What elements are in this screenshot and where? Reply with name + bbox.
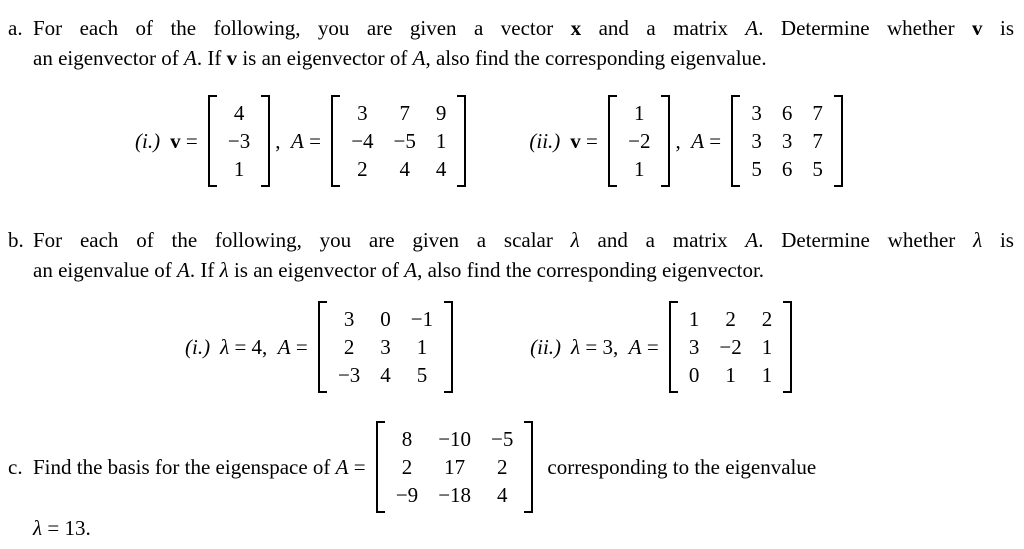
text-segment: = bbox=[641, 334, 664, 359]
matrix-cell: 3 bbox=[781, 129, 793, 153]
problem-b-i-label: (i.) bbox=[185, 334, 211, 359]
problem-a-ii-lhs bbox=[570, 129, 603, 154]
matrix-cell: 4 bbox=[233, 101, 245, 125]
matrix-cell: 9 bbox=[435, 101, 447, 125]
matrix-cell: 3 bbox=[751, 129, 762, 153]
text-segment: = bbox=[348, 454, 371, 479]
problem-b-ii-matrix bbox=[669, 301, 792, 393]
text-segment: and a matrix bbox=[581, 16, 746, 40]
matrix-cell: 7 bbox=[812, 129, 823, 153]
left-bracket bbox=[608, 95, 617, 187]
matrix-grid bbox=[385, 421, 525, 513]
text-segment: x bbox=[570, 16, 582, 40]
text-segment: , also find the corresponding eigenvalue. bbox=[425, 46, 767, 70]
text-segment: . Determine whether bbox=[758, 228, 974, 252]
matrix-cell: 3 bbox=[380, 335, 391, 359]
problem-a-i-matrix bbox=[331, 95, 466, 187]
text-segment: A bbox=[177, 258, 190, 282]
item-b-label: b. bbox=[8, 228, 24, 252]
text-segment: A bbox=[404, 258, 418, 282]
matrix-cell: 2 bbox=[761, 307, 773, 331]
matrix-cell: 4 bbox=[399, 157, 410, 181]
text-segment: A bbox=[691, 128, 705, 153]
matrix-cell: −3 bbox=[227, 129, 251, 153]
text-segment: A bbox=[412, 46, 426, 70]
text-segment: Find the basis for the eigenspace of bbox=[33, 454, 336, 479]
matrix-cell: −2 bbox=[628, 129, 651, 153]
matrix-cell: 17 bbox=[444, 455, 466, 479]
item-b-problems-row bbox=[0, 301, 1024, 393]
text-segment: = bbox=[290, 334, 313, 359]
matrix-cell: 3 bbox=[688, 335, 700, 359]
text-segment: = 4, bbox=[229, 334, 278, 359]
text-segment: . Determine whether bbox=[758, 16, 973, 40]
matrix-grid bbox=[217, 95, 261, 187]
problem-b-ii-lhs bbox=[571, 335, 664, 360]
matrix-cell: 8 bbox=[401, 427, 413, 451]
matrix-cell: 1 bbox=[761, 363, 773, 387]
item-b-text bbox=[33, 225, 1014, 285]
matrix-grid bbox=[327, 301, 444, 393]
left-bracket bbox=[318, 301, 327, 393]
text-segment: is bbox=[982, 16, 1014, 40]
problem-b-ii bbox=[530, 301, 797, 393]
problem-b-i-lhs bbox=[220, 335, 313, 360]
item-a-problems-row bbox=[0, 95, 1024, 187]
matrix-cell: 3 bbox=[343, 307, 355, 331]
matrix-grid bbox=[340, 95, 457, 187]
left-bracket bbox=[376, 421, 385, 513]
text-segment: v bbox=[226, 46, 238, 70]
problem-a-ii-mid bbox=[675, 129, 726, 154]
text-segment: = 13. bbox=[42, 516, 91, 540]
text-segment: = bbox=[303, 128, 327, 153]
matrix-cell: 5 bbox=[751, 157, 762, 181]
matrix-cell: 2 bbox=[343, 335, 355, 359]
matrix-cell: 4 bbox=[496, 483, 508, 507]
item-a-paragraph bbox=[0, 13, 1024, 73]
matrix-cell: −9 bbox=[395, 483, 419, 507]
matrix-cell: 0 bbox=[380, 307, 391, 331]
matrix-grid bbox=[740, 95, 834, 187]
right-bracket bbox=[457, 95, 466, 187]
item-a-line-1 bbox=[33, 13, 1014, 43]
matrix-cell: −5 bbox=[491, 427, 514, 451]
text-segment: , also find the corresponding eigenvector. bbox=[417, 258, 765, 282]
matrix-cell: −2 bbox=[719, 335, 742, 359]
right-bracket bbox=[261, 95, 270, 187]
matrix-cell: −3 bbox=[337, 363, 361, 387]
text-segment: an eigenvalue of bbox=[33, 258, 178, 282]
left-bracket bbox=[731, 95, 740, 187]
matrix-cell: 1 bbox=[435, 129, 447, 153]
matrix-grid bbox=[617, 95, 661, 187]
text-segment: is bbox=[982, 228, 1014, 252]
matrix-cell: 7 bbox=[399, 101, 410, 125]
problem-a-ii-vector bbox=[608, 95, 670, 187]
text-segment: A bbox=[277, 334, 291, 359]
right-bracket bbox=[834, 95, 843, 187]
text-segment: = bbox=[580, 128, 604, 153]
matrix-cell: 4 bbox=[380, 363, 391, 387]
matrix-cell: −10 bbox=[438, 427, 472, 451]
matrix-cell: 1 bbox=[688, 307, 700, 331]
matrix-cell: 1 bbox=[233, 157, 245, 181]
matrix-cell: −4 bbox=[351, 129, 374, 153]
item-b-line-2 bbox=[33, 255, 1014, 285]
item-c-matrix bbox=[376, 421, 534, 513]
text-segment: v bbox=[972, 16, 983, 40]
problem-a-i bbox=[135, 95, 471, 187]
text-segment: A bbox=[335, 454, 349, 479]
problem-a-i-lhs bbox=[170, 129, 203, 154]
text-segment: A bbox=[628, 334, 642, 359]
matrix-cell: 1 bbox=[725, 363, 736, 387]
left-bracket bbox=[331, 95, 340, 187]
text-segment: is an eigenvector of bbox=[228, 258, 405, 282]
matrix-cell: 3 bbox=[357, 101, 368, 125]
matrix-cell: 1 bbox=[761, 335, 773, 359]
text-segment: For each of the following, you are given a scalar bbox=[33, 228, 571, 252]
text-segment: v bbox=[570, 128, 581, 153]
matrix-cell: 4 bbox=[435, 157, 447, 181]
item-b-paragraph bbox=[0, 225, 1024, 285]
text-segment: A bbox=[745, 16, 759, 40]
text-segment: A bbox=[184, 46, 197, 70]
text-segment: corresponding to the eigenvalue bbox=[547, 454, 817, 479]
text-segment: λ bbox=[571, 334, 581, 359]
matrix-cell: 6 bbox=[781, 157, 793, 181]
matrix-grid bbox=[678, 301, 783, 393]
matrix-cell: 5 bbox=[416, 363, 428, 387]
matrix-cell: −5 bbox=[393, 129, 416, 153]
text-segment: λ bbox=[219, 258, 229, 282]
matrix-cell: −18 bbox=[438, 483, 472, 507]
text-segment: λ bbox=[220, 334, 230, 359]
problem-a-ii-matrix bbox=[731, 95, 843, 187]
right-bracket bbox=[524, 421, 533, 513]
problem-a-i-mid bbox=[275, 129, 326, 154]
item-b-line-1 bbox=[33, 225, 1014, 255]
text-segment: λ bbox=[570, 228, 580, 252]
problem-a-i-vector bbox=[208, 95, 270, 187]
text-segment: = bbox=[704, 128, 727, 153]
matrix-cell: 1 bbox=[416, 335, 428, 359]
problem-a-i-label: (i.) bbox=[135, 128, 161, 153]
item-c-label: c. bbox=[8, 455, 23, 479]
text-segment: . If bbox=[196, 46, 227, 70]
item-c-row bbox=[0, 421, 1024, 513]
text-segment: , bbox=[275, 128, 292, 153]
matrix-cell: 0 bbox=[688, 363, 700, 387]
item-a-text bbox=[33, 13, 1014, 73]
matrix-cell: 1 bbox=[634, 157, 645, 181]
right-bracket bbox=[783, 301, 792, 393]
left-bracket bbox=[669, 301, 678, 393]
text-segment: A bbox=[745, 228, 759, 252]
right-bracket bbox=[661, 95, 670, 187]
matrix-cell: 2 bbox=[496, 455, 508, 479]
text-segment: For each of the following, you are given a vector bbox=[33, 16, 571, 40]
problem-a-ii-label: (ii.) bbox=[529, 128, 561, 153]
item-c-lambda-line bbox=[0, 514, 1024, 542]
matrix-cell: 1 bbox=[634, 101, 645, 125]
text-segment: . If bbox=[189, 258, 220, 282]
text-segment: and a matrix bbox=[579, 228, 746, 252]
text-segment: = bbox=[180, 128, 203, 153]
problem-a-ii bbox=[529, 95, 848, 187]
item-c-lead-text bbox=[33, 455, 371, 480]
matrix-cell: 3 bbox=[751, 101, 762, 125]
matrix-cell: 2 bbox=[357, 157, 368, 181]
problem-b-ii-label: (ii.) bbox=[530, 334, 562, 359]
text-segment: λ bbox=[33, 516, 43, 540]
text-segment: , bbox=[675, 128, 692, 153]
problem-b-i-matrix bbox=[318, 301, 453, 393]
item-c-tail-text bbox=[547, 455, 816, 480]
text-segment: is an eigenvector of bbox=[237, 46, 413, 70]
matrix-cell: 2 bbox=[401, 455, 413, 479]
matrix-cell: 2 bbox=[725, 307, 736, 331]
item-a-line-2 bbox=[33, 43, 1014, 73]
matrix-cell: 5 bbox=[812, 157, 823, 181]
text-segment: λ bbox=[973, 228, 983, 252]
right-bracket bbox=[444, 301, 453, 393]
text-segment: an eigenvector of bbox=[33, 46, 185, 70]
matrix-cell: 7 bbox=[812, 101, 823, 125]
text-segment: A bbox=[291, 128, 304, 153]
left-bracket bbox=[208, 95, 217, 187]
matrix-cell: 6 bbox=[781, 101, 793, 125]
matrix-cell: −1 bbox=[410, 307, 434, 331]
problem-b-i bbox=[185, 301, 458, 393]
text-segment: v bbox=[170, 128, 181, 153]
text-segment: = 3, bbox=[580, 334, 629, 359]
item-a-label: a. bbox=[8, 16, 23, 40]
